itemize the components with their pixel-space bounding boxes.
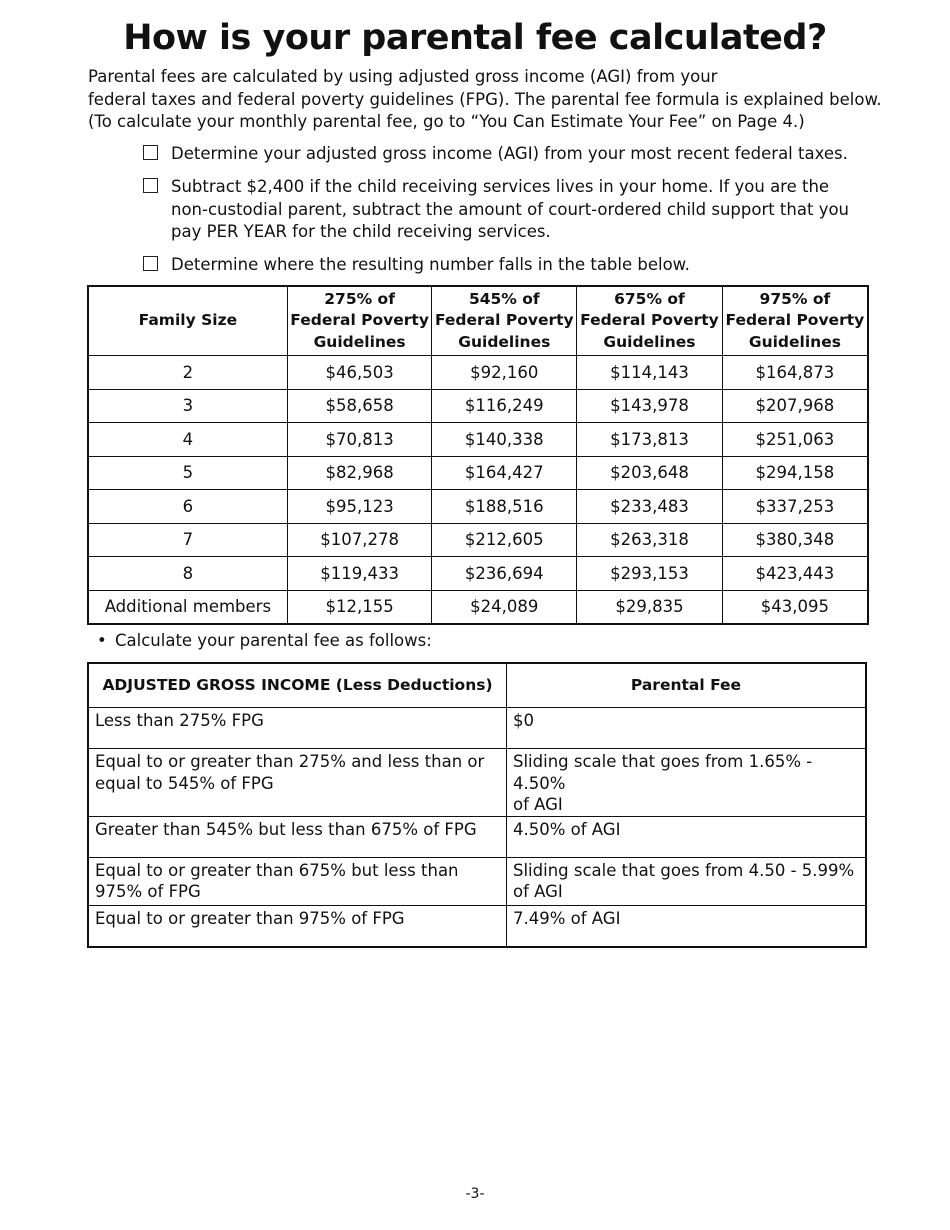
- table-cell: $207,968: [722, 389, 868, 423]
- table-cell: 3: [88, 389, 287, 423]
- table-row: [88, 905, 866, 947]
- table-cell: $212,605: [432, 523, 577, 557]
- fpg-header-row: [88, 286, 868, 356]
- fee-cell: Sliding scale that goes from 4.50 - 5.99% of AGI: [507, 857, 867, 905]
- header-975: 975% of Federal Poverty Guidelines: [722, 286, 868, 356]
- table-cell: $164,427: [432, 456, 577, 490]
- table-cell: $337,253: [722, 490, 868, 524]
- intro-paragraph: [88, 66, 882, 134]
- header-275: 275% of Federal Poverty Guidelines: [287, 286, 432, 356]
- table-cell: $46,503: [287, 356, 432, 390]
- income-cell: Equal to or greater than 975% of FPG: [88, 905, 507, 947]
- fee-cell: 7.49% of AGI: [507, 905, 867, 947]
- checklist-text: pay PER YEAR for the child receiving services.: [171, 222, 551, 241]
- fpg-table: [87, 285, 869, 625]
- income-cell: Less than 275% FPG: [88, 708, 507, 749]
- table-cell: 7: [88, 523, 287, 557]
- table-row: [88, 356, 868, 390]
- table-row: [88, 490, 868, 524]
- table-cell: 2: [88, 356, 287, 390]
- checkbox[interactable]: [143, 178, 158, 193]
- checkbox[interactable]: [143, 256, 158, 271]
- bullet-text: Calculate your parental fee as follows:: [115, 631, 432, 650]
- table-row: [88, 389, 868, 423]
- income-cell: Equal to or greater than 275% and less than or equal to 545% of FPG: [88, 749, 507, 817]
- table-row: [88, 857, 866, 905]
- income-cell: Equal to or greater than 675% but less than 975% of FPG: [88, 857, 507, 905]
- header-545: 545% of Federal Poverty Guidelines: [432, 286, 577, 356]
- table-cell: $12,155: [287, 590, 432, 624]
- table-row: [88, 456, 868, 490]
- header-income: ADJUSTED GROSS INCOME (Less Deductions): [88, 663, 507, 708]
- fee-cell: 4.50% of AGI: [507, 816, 867, 857]
- table-row: [88, 708, 866, 749]
- fee-cell: Sliding scale that goes from 1.65% - 4.50% of AGI: [507, 749, 867, 817]
- intro-line: Parental fees are calculated by using adjusted gross income (AGI) from your: [88, 67, 718, 86]
- table-row: [88, 590, 868, 624]
- header-675: 675% of Federal Poverty Guidelines: [577, 286, 723, 356]
- table-cell: $43,095: [722, 590, 868, 624]
- checklist-text: non-custodial parent, subtract the amount of court-ordered child support that you: [171, 199, 850, 219]
- table-cell: $29,835: [577, 590, 723, 624]
- table-cell: $233,483: [577, 490, 723, 524]
- table-cell: 5: [88, 456, 287, 490]
- table-cell: $294,158: [722, 456, 868, 490]
- table-row: [88, 523, 868, 557]
- table-cell: 4: [88, 423, 287, 457]
- table-cell: Additional members: [88, 590, 287, 624]
- intro-line: (To calculate your monthly parental fee, go to “You Can Estimate Your Fee” on Page 4.): [88, 112, 805, 131]
- table-cell: $95,123: [287, 490, 432, 524]
- table-cell: $58,658: [287, 389, 432, 423]
- table-row: [88, 423, 868, 457]
- table-row: [88, 749, 866, 817]
- table-cell: $82,968: [287, 456, 432, 490]
- table-cell: $293,153: [577, 557, 723, 591]
- intro-line: federal taxes and federal poverty guidelines (FPG). The parental fee formula is explained below.: [88, 89, 882, 109]
- table-cell: $116,249: [432, 389, 577, 423]
- page-title: How is your parental fee calculated?: [123, 18, 827, 58]
- table-cell: $164,873: [722, 356, 868, 390]
- page-number: -3-: [465, 1186, 485, 1202]
- table-cell: $140,338: [432, 423, 577, 457]
- income-cell: Greater than 545% but less than 675% of FPG: [88, 816, 507, 857]
- bullet-instruction: [97, 631, 432, 650]
- table-row: [88, 816, 866, 857]
- header-parental-fee: Parental Fee: [507, 663, 867, 708]
- table-cell: $92,160: [432, 356, 577, 390]
- table-cell: $251,063: [722, 423, 868, 457]
- header-family-size: Family Size: [88, 286, 287, 356]
- table-cell: $143,978: [577, 389, 723, 423]
- fee-table: [87, 662, 867, 948]
- table-cell: $236,694: [432, 557, 577, 591]
- checklist-text: Determine where the resulting number falls in the table below.: [171, 255, 690, 274]
- table-cell: 8: [88, 557, 287, 591]
- table-cell: $173,813: [577, 423, 723, 457]
- table-cell: $380,348: [722, 523, 868, 557]
- bullet-icon: •: [97, 631, 107, 650]
- table-cell: $188,516: [432, 490, 577, 524]
- table-cell: $263,318: [577, 523, 723, 557]
- table-cell: $114,143: [577, 356, 723, 390]
- table-cell: 6: [88, 490, 287, 524]
- checkbox[interactable]: [143, 145, 158, 160]
- table-cell: $203,648: [577, 456, 723, 490]
- checklist-text: Subtract $2,400 if the child receiving services lives in your home. If you are the: [171, 177, 830, 196]
- table-cell: $24,089: [432, 590, 577, 624]
- checklist-text: Determine your adjusted gross income (AGI) from your most recent federal taxes.: [171, 144, 848, 163]
- table-cell: $119,433: [287, 557, 432, 591]
- fee-cell: $0: [507, 708, 867, 749]
- table-cell: $423,443: [722, 557, 868, 591]
- table-row: [88, 557, 868, 591]
- table-cell: $70,813: [287, 423, 432, 457]
- table-cell: $107,278: [287, 523, 432, 557]
- fee-header-row: [88, 663, 866, 708]
